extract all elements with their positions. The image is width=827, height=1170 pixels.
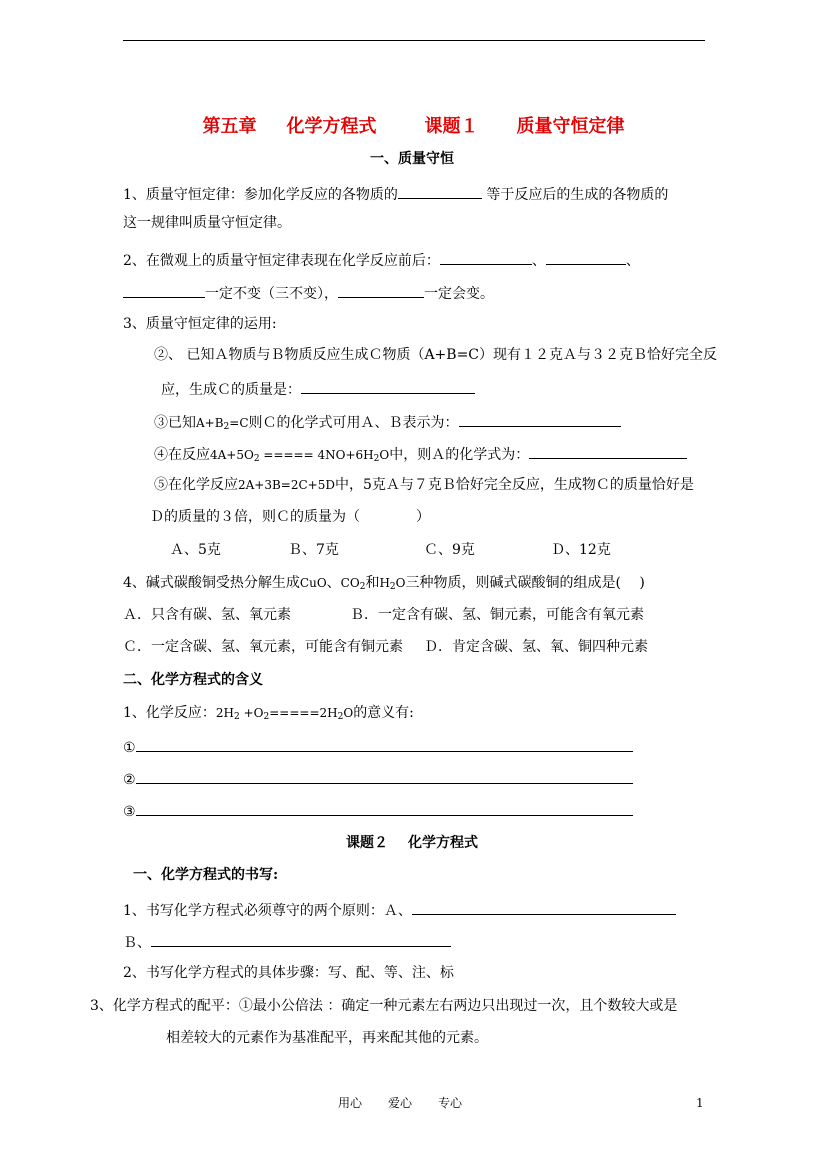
blank — [123, 283, 205, 298]
blank — [459, 412, 621, 427]
blank — [529, 444, 687, 459]
question-3-item-2-line-2: 应，生成Ｃ的质量是： — [161, 379, 475, 399]
blank — [338, 283, 424, 298]
question-1-line-2: 这一规律叫质量守恒定律。 — [123, 215, 291, 231]
blank — [151, 932, 451, 947]
question-4-option-c: Ｃ．一定含碳、氢、氧元素，可能含有铜元素 — [123, 639, 403, 655]
blank — [440, 250, 532, 265]
meaning-line-1: ① — [123, 737, 633, 757]
topic-2-title: 课题２ 化学方程式 — [346, 835, 478, 851]
question-3-item-5-line-2: Ｄ的质量的３倍，则Ｃ的质量为（ ） — [150, 509, 430, 525]
blank — [136, 737, 633, 752]
page-title — [0, 112, 827, 138]
section-heading-equation-meaning: 二、化学方程式的含义 — [123, 672, 263, 688]
question-3-item-5-line-1: ⑤在化学反应2A+3B=2C+5D中，5克Ａ与７克Ｂ恰好完全反应，生成物Ｃ的质量恰好是 — [154, 477, 694, 493]
question-3-heading: 3、质量守恒定律的运用: — [123, 316, 277, 332]
question-3-item-3: ③已知$A+B_2=C$则Ｃ的化学式可用Ａ、Ｂ表示为： — [154, 412, 621, 432]
blank — [412, 900, 676, 915]
blank — [546, 250, 626, 265]
section2-question-1: 1、化学反应：$2H_2 +O_2=====2H_2O$的意义有: — [123, 705, 414, 722]
section-heading-mass-conservation: 一、质量守恒 — [370, 151, 454, 167]
blank — [136, 801, 633, 816]
question-1-line-1: 1、质量守恒定律：参加化学反应的各物质的 等于反应后的生成的各物质的 — [123, 184, 668, 204]
topic-2-question-1-line-1: 1、书写化学方程式必须尊守的两个原则：Ａ、 — [123, 900, 676, 920]
footer-text-2: 爱心 — [388, 1096, 413, 1110]
chapter-name: 化学方程式 — [286, 116, 377, 137]
header-rule — [123, 40, 705, 41]
chapter-label: 第五章 — [202, 116, 257, 137]
option-b: Ｂ、7克 — [288, 542, 339, 558]
question-3-item-2-line-1: ②、 已知Ａ物质与Ｂ物质反应生成Ｃ物质（A+B=C）现有１２克Ａ与３２克Ｂ恰好完全反 — [154, 347, 718, 363]
question-4-option-d: Ｄ．肯定含碳、氢、氧、铜四种元素 — [424, 639, 648, 655]
footer-text-3: 专心 — [438, 1096, 463, 1110]
question-3-item-4: ④在反应$4A+5O_2$ ===== $4NO+6H_2O$中，则Ａ的化学式为： — [154, 444, 687, 464]
page-number: 1 — [696, 1096, 704, 1110]
topic-name: 质量守恒定律 — [516, 116, 625, 137]
topic-2-question-2: 2、书写化学方程式的具体步骤：写、配、等、注、标 — [123, 965, 454, 981]
topic-2-question-3-line-1: 3、化学方程式的配平：①最小公倍法 ：确定一种元素左右两边只出现过一次，且个数较大或是 — [90, 998, 678, 1014]
option-a: Ａ、5克 — [170, 542, 221, 558]
question-4-option-b: Ｂ．一定含有碳、氢、铜元素，可能含有氧元素 — [350, 607, 644, 623]
question-2-line-2: 一定不变（三不变）， 一定会变。 — [123, 283, 494, 303]
meaning-line-2: ② — [123, 769, 633, 789]
question-2-line-1: 2、在微观上的质量守恒定律表现在化学反应前后： 、 、 — [123, 250, 640, 270]
blank — [136, 769, 633, 784]
footer-text-1: 用心 — [338, 1096, 363, 1110]
question-4-option-a: Ａ．只含有碳、氢、氧元素 — [123, 607, 291, 623]
blank — [301, 379, 475, 394]
topic-2-heading: 一、化学方程式的书写: — [133, 867, 279, 883]
topic-2-question-3-line-2: 相差较大的元素作为基准配平，再来配其他的元素。 — [166, 1030, 488, 1046]
option-c: Ｃ、9克 — [424, 542, 475, 558]
meaning-line-3: ③ — [123, 801, 633, 821]
blank — [398, 184, 482, 199]
question-4: 4、碱式碳酸铜受热分解生成CuO、$CO_2$和$H_2O$三种物质，则碱式碳酸铜的组成是( ) — [123, 575, 645, 592]
option-d: Ｄ、12克 — [551, 542, 611, 558]
topic-label: 课题１ — [424, 116, 479, 137]
topic-2-question-1-line-2: Ｂ、 — [123, 932, 451, 952]
